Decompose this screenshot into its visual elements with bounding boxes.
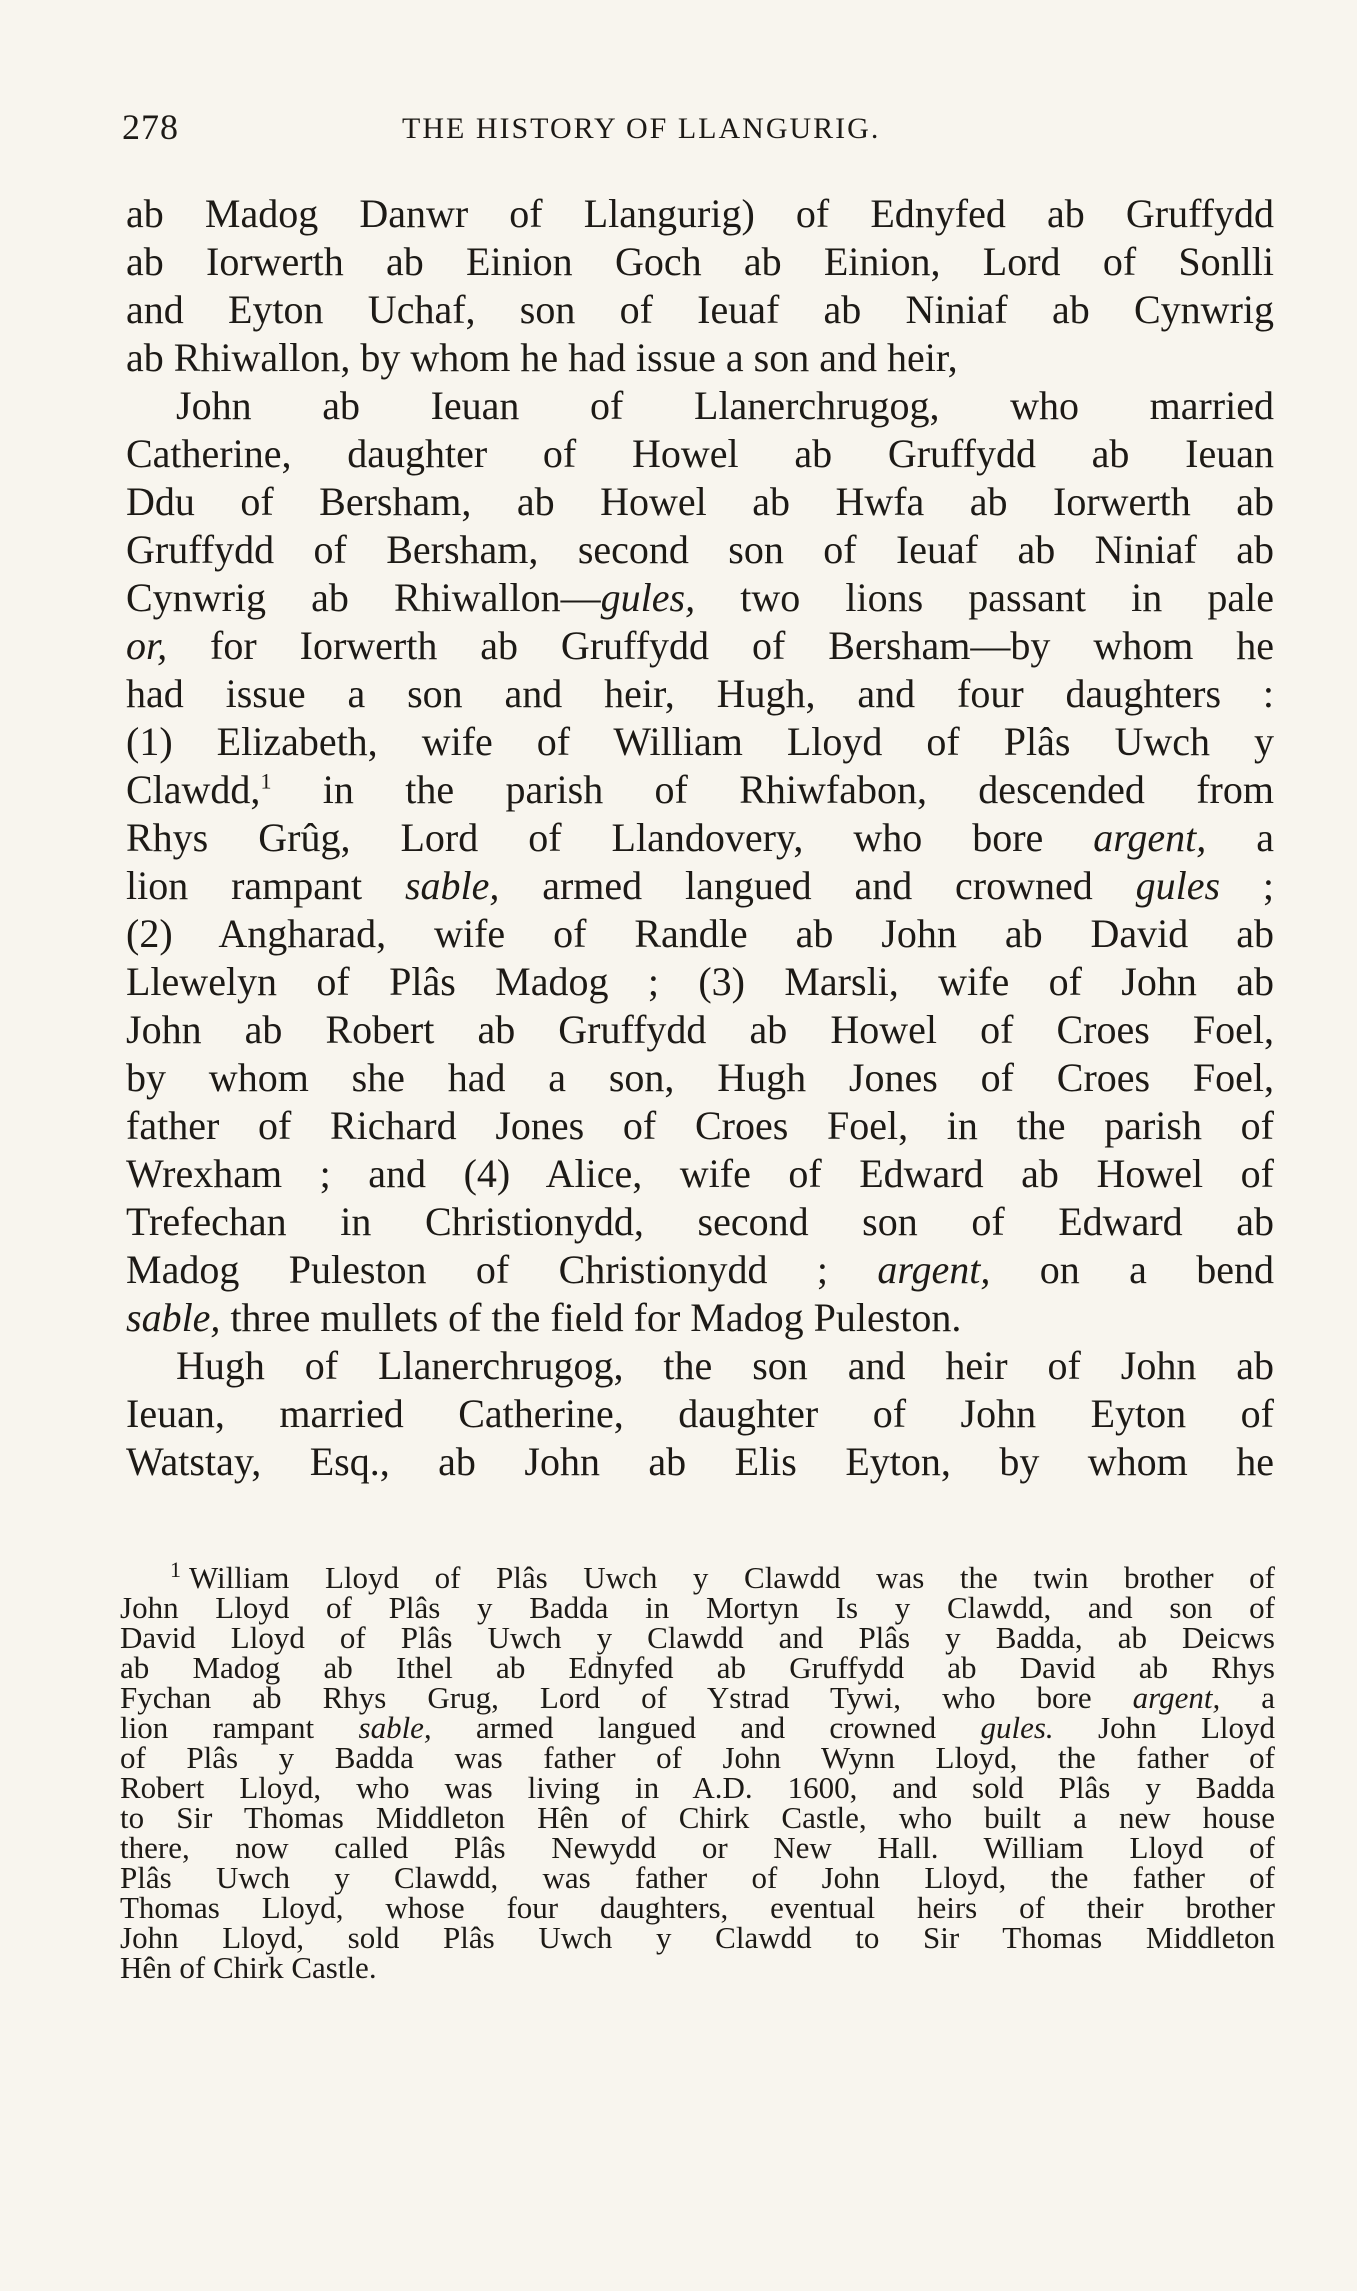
text-line: Wrexham ; and (4) Alice, wife of Edward ab Howel of: [126, 1151, 1274, 1196]
footnote-line: ab Madog ab Ithel ab Ednyfed ab Gruffydd ab David ab Rhys: [120, 1650, 1275, 1685]
text-line: Llewelyn of Plâs Madog ; (3) Marsli, wife of John ab: [126, 959, 1274, 1004]
footnote: [120, 1556, 1276, 1985]
text-line: [126, 862, 1274, 910]
footnote-line: Hên of Chirk Castle.: [120, 1950, 377, 1985]
text-line: (2) Angharad, wife of Randle ab John ab David ab: [126, 911, 1274, 956]
footnote-line: Robert Lloyd, who was living in A.D. 1600, and sold Plâs y Badda: [120, 1770, 1275, 1805]
footnote-line: of Plâs y Badda was father of John Wynn Lloyd, the father of: [120, 1740, 1275, 1775]
text-line: John ab Robert ab Gruffydd ab Howel of Croes Foel,: [126, 1007, 1274, 1052]
text-line: and Eyton Uchaf, son of Ieuaf ab Niniaf ab Cynwrig: [126, 287, 1274, 332]
text-line: Ieuan, married Catherine, daughter of John Eyton of: [126, 1391, 1274, 1436]
page-number: 278: [122, 107, 179, 147]
text-line: Trefechan in Christionydd, second son of Edward ab: [126, 1199, 1274, 1244]
italic-run: argent,: [1093, 815, 1207, 860]
text-run: armed langued and crowned: [431, 1710, 981, 1745]
text-run: Cynwrig ab Rhiwallon—: [126, 575, 601, 620]
footnote-line: [120, 1710, 1275, 1745]
text-run: John Lloyd: [1053, 1710, 1275, 1745]
footnote-line: David Lloyd of Plâs Uwch y Clawdd and Plâs y Badda, ab Deicws: [120, 1620, 1275, 1655]
footnote-line: [120, 1556, 1275, 1595]
text-run: Fychan ab Rhys Grug, Lord of Ystrad Tywi, who bore: [120, 1680, 1133, 1715]
text-line: Catherine, daughter of Howel ab Gruffydd ab Ieuan: [126, 431, 1274, 476]
text-line: ab Iorwerth ab Einion Goch ab Einion, Lord of Sonlli: [126, 239, 1274, 284]
text-line: Gruffydd of Bersham, second son of Ieuaf ab Niniaf ab: [126, 527, 1274, 572]
italic-run: sable,: [126, 1295, 221, 1340]
text-line: father of Richard Jones of Croes Foel, in the parish of: [126, 1103, 1274, 1148]
text-run: Madog Puleston of Christionydd ;: [126, 1247, 878, 1292]
text-line: had issue a son and heir, Hugh, and four daughters :: [126, 671, 1274, 716]
italic-run: argent,: [877, 1247, 991, 1292]
text-run: on a bend: [990, 1247, 1275, 1292]
italic-run: gules: [1135, 863, 1221, 908]
text-line: Hugh of Llanerchrugog, the son and heir of John ab: [176, 1343, 1274, 1388]
text-line: Ddu of Bersham, ab Howel ab Hwfa ab Iorwerth ab: [126, 479, 1274, 524]
text-line: by whom she had a son, Hugh Jones of Croes Foel,: [126, 1055, 1274, 1100]
running-head: THE HISTORY OF LLANGURIG.: [402, 112, 881, 145]
text-run: in the parish of Rhiwfabon, descended from: [271, 767, 1274, 812]
text-line: [126, 574, 1274, 622]
text-line: ab Rhiwallon, by whom he had issue a son and heir,: [126, 335, 958, 380]
footnote-line: [120, 1680, 1276, 1715]
text-run: Rhys Grûg, Lord of Llandovery, who bore: [126, 815, 1094, 860]
main-text: [126, 190, 1274, 1486]
text-run: a: [1220, 1680, 1276, 1715]
text-line: John ab Ieuan of Llanerchrugog, who married: [176, 383, 1274, 428]
text-line: [126, 622, 1274, 670]
footnote-line: Thomas Lloyd, whose four daughters, eventual heirs of their brother: [120, 1890, 1275, 1925]
italic-run: gules,: [600, 575, 696, 620]
footnote-line: John Lloyd of Plâs y Badda in Mortyn Is y Clawdd, and son of: [120, 1590, 1275, 1625]
italic-run: or,: [126, 623, 168, 668]
footnote-reference: 1: [260, 768, 272, 794]
text-line: (1) Elizabeth, wife of William Lloyd of Plâs Uwch y: [126, 719, 1274, 764]
text-line: [126, 814, 1274, 862]
italic-run: sable,: [358, 1710, 432, 1745]
text-line: ab Madog Danwr of Llangurig) of Ednyfed ab Gruffydd: [126, 191, 1274, 236]
italic-run: gules.: [980, 1710, 1054, 1745]
italic-run: sable,: [404, 863, 500, 908]
footnote-line: to Sir Thomas Middleton Hên of Chirk Castle, who built a new house: [120, 1800, 1275, 1835]
footnote-line: Plâs Uwch y Clawdd, was father of John Lloyd, the father of: [120, 1860, 1275, 1895]
footnote-marker: 1: [170, 1556, 181, 1582]
text-run: William Lloyd of Plâs Uwch y Clawdd was the twin brother of: [189, 1560, 1275, 1595]
text-run: three mullets of the field for Madog Puleston.: [220, 1295, 962, 1340]
text-run: two lions passant in pale: [695, 575, 1275, 620]
text-run: for Iorwerth ab Gruffydd of Bersham—by whom he: [167, 623, 1274, 668]
text-line: [126, 1294, 1274, 1342]
italic-run: argent,: [1132, 1680, 1221, 1715]
text-line: [126, 1246, 1274, 1294]
text-run: Clawdd,: [126, 767, 261, 812]
footnote-line: John Lloyd, sold Plâs Uwch y Clawdd to Sir Thomas Middleton: [120, 1920, 1275, 1955]
text-run: a: [1206, 815, 1274, 860]
footnote-line: there, now called Plâs Newydd or New Hall. William Lloyd of: [120, 1830, 1275, 1865]
text-run: lion rampant: [126, 863, 405, 908]
text-run: armed langued and crowned: [499, 863, 1136, 908]
text-line: [126, 766, 1274, 814]
text-run: lion rampant: [120, 1710, 359, 1745]
text-line: Watstay, Esq., ab John ab Elis Eyton, by whom he: [126, 1439, 1274, 1484]
text-run: ;: [1220, 863, 1274, 908]
page-header: [122, 106, 1270, 156]
